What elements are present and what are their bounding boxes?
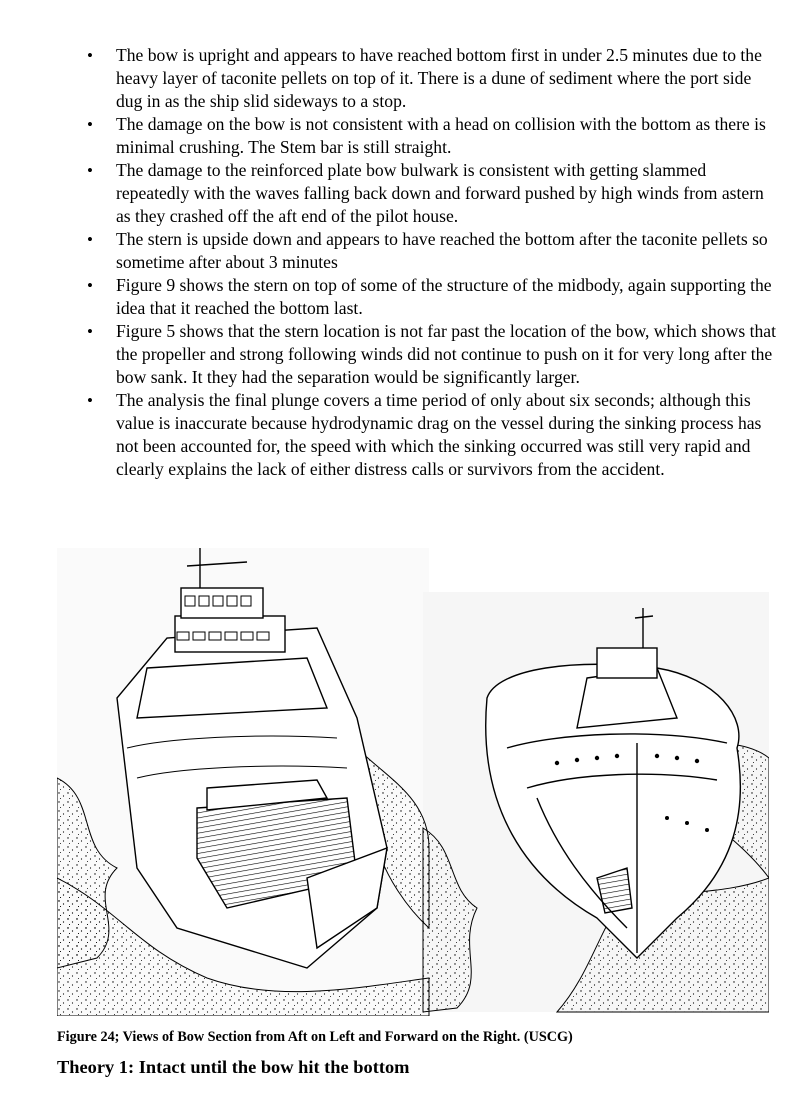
bullet-text: The analysis the final plunge covers a time period of only about six seconds; although this value is inaccurate because hydrodynamic drag on the vessel during the sinking process has not been accounted for, the speed with which the sinking occurred was still very rapid and clearly explains the lack of either distress calls or survivors from the accident. — [116, 390, 762, 479]
bullet-text: The damage on the bow is not consistent with a head on collision with the bottom as there is minimal crushing. The Stem bar is still straight. — [116, 114, 766, 157]
figure-caption: Figure 24; Views of Bow Section from Aft on Left and Forward on the Right. (USCG) — [57, 1029, 573, 1045]
bullet-glyph: • — [87, 276, 93, 295]
bullet-text: Figure 9 shows the stern on top of some of the structure of the midbody, again supporting the idea that it reached the bottom last. — [116, 275, 772, 318]
bullet-text: Figure 5 shows that the stern location is not far past the location of the bow, which shows that the propeller and strong following winds did not continue to push on it for very long after the bow sank. It they had the separation would be significantly larger. — [116, 321, 776, 387]
bullet-text: The damage to the reinforced plate bow bulwark is consistent with getting slammed repeatedly with the waves falling back down and forward pushed by high winds from astern as they crashed off the aft end of the pilot house. — [116, 160, 764, 226]
bullet-item — [88, 159, 778, 228]
bullet-item — [88, 274, 778, 320]
bullet-item — [88, 113, 778, 159]
bullet-glyph: • — [87, 322, 93, 341]
shipwreck-illustration — [57, 548, 769, 1016]
bullet-glyph: • — [87, 391, 93, 410]
bullet-text: The bow is upright and appears to have reached bottom first in under 2.5 minutes due to the heavy layer of taconite pellets on top of it. There is a dune of sediment where the port side dug in as the ship slid sideways to a stop. — [116, 45, 762, 111]
section-heading: Theory 1: Intact until the bow hit the bottom — [57, 1057, 410, 1077]
bullet-text: The stern is upside down and appears to have reached the bottom after the taconite pellets so sometime after about 3 minutes — [116, 229, 768, 272]
bullet-list — [88, 44, 778, 481]
bullet-glyph: • — [87, 230, 93, 249]
bullet-glyph: • — [87, 161, 93, 180]
shipwreck-drawing — [57, 548, 769, 1016]
bullet-glyph: • — [87, 46, 93, 65]
bullet-item — [88, 44, 778, 113]
bullet-item — [88, 320, 778, 389]
bullet-item — [88, 228, 778, 274]
bullet-glyph: • — [87, 115, 93, 134]
bullet-item — [88, 389, 778, 481]
